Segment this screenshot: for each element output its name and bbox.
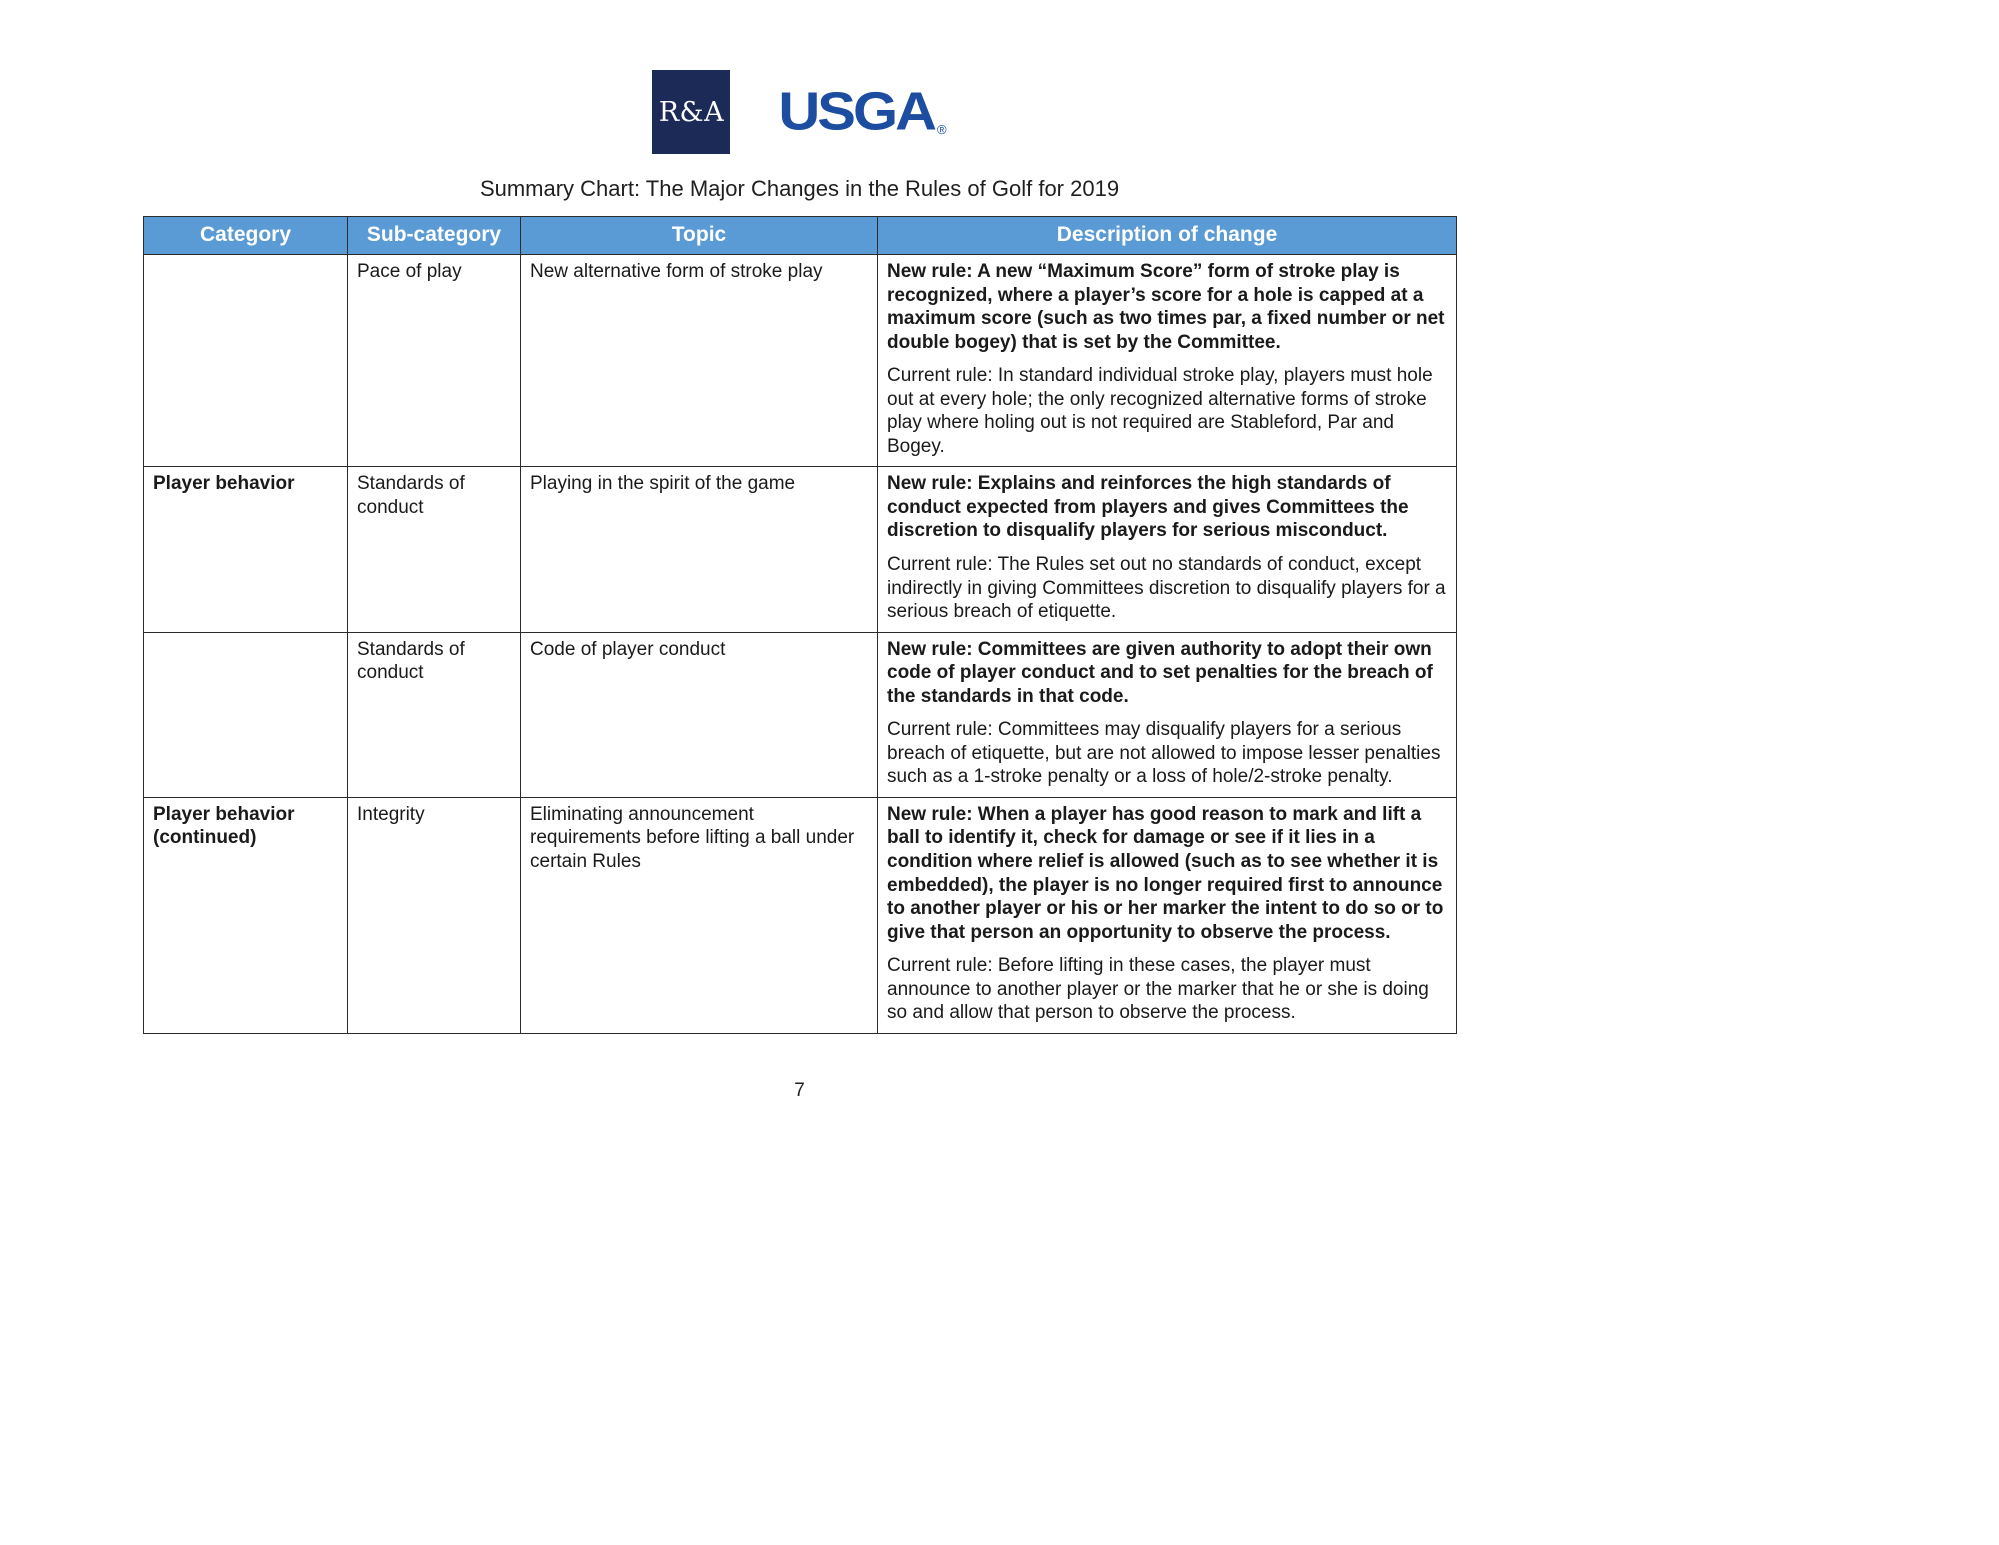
subcategory-cell: Standards of conduct: [348, 467, 521, 632]
column-header-category: Category: [144, 217, 348, 255]
description-cell: [878, 797, 1457, 1033]
topic-cell: Code of player conduct: [521, 632, 878, 797]
subcategory-cell: Pace of play: [348, 255, 521, 467]
subcategory-cell: Standards of conduct: [348, 632, 521, 797]
ra-logo-text: R&A: [658, 96, 725, 128]
current-rule-text: Current rule: In standard individual stroke play, players must hole out at every hole; the only recognized alternative forms of stroke play where holing out is not required are Stableford, Par and Bogey.: [887, 365, 1433, 457]
table-row: [144, 797, 1457, 1033]
column-header-topic: Topic: [521, 217, 878, 255]
registered-mark-icon: ®: [936, 122, 947, 137]
category-cell: [144, 632, 348, 797]
table-row: [144, 255, 1457, 467]
topic-cell: Eliminating announcement requirements before lifting a ball under certain Rules: [521, 797, 878, 1033]
category-cell: Player behavior: [144, 467, 348, 632]
page-number: 7: [794, 1079, 805, 1101]
ra-logo: [652, 70, 730, 154]
table-row: [144, 632, 1457, 797]
usga-logo: [778, 83, 946, 141]
column-header-description: Description of change: [878, 217, 1457, 255]
page-title: Summary Chart: The Major Changes in the Rules of Golf for 2019: [479, 176, 1120, 201]
description-cell: [878, 467, 1457, 632]
new-rule-text: New rule: Committees are given authority to adopt their own code of player conduct and to set penalties for the breach of the standards in that code.: [887, 638, 1433, 707]
category-cell: [144, 255, 348, 467]
current-rule-text: Current rule: Before lifting in these cases, the player must announce to another player or the marker that he or she is doing so and allow that person to observe the process.: [887, 955, 1429, 1024]
description-cell: [878, 632, 1457, 797]
table-row: [144, 467, 1457, 632]
table-header-row: [144, 217, 1457, 255]
summary-table: [143, 216, 1457, 1034]
topic-cell: Playing in the spirit of the game: [521, 467, 878, 632]
description-cell: [878, 255, 1457, 467]
new-rule-text: New rule: Explains and reinforces the high standards of conduct expected from players and gives Committees the discretion to disqualify players for serious misconduct.: [887, 473, 1409, 542]
logo-row: [143, 0, 1456, 154]
usga-logo-text: USGA: [778, 81, 934, 142]
topic-cell: New alternative form of stroke play: [521, 255, 878, 467]
column-header-subcategory: Sub-category: [348, 217, 521, 255]
page-content: [143, 0, 1456, 1102]
new-rule-text: New rule: A new “Maximum Score” form of stroke play is recognized, where a player’s score for a hole is capped at a maximum score (such as two times par, a fixed number or net double bogey) that is set by the Committee.: [887, 261, 1445, 353]
new-rule-text: New rule: When a player has good reason to mark and lift a ball to identify it, check for damage or see if it lies in a condition where relief is allowed (such as to see whether it is embedded), the player is no longer required first to announce to another player or his or her marker the intent to do so or to give that person an opportunity to observe the process.: [887, 803, 1444, 943]
current-rule-text: Current rule: The Rules set out no standards of conduct, except indirectly in giving Committees discretion to disqualify players for a serious breach of etiquette.: [887, 554, 1446, 623]
subcategory-cell: Integrity: [348, 797, 521, 1033]
current-rule-text: Current rule: Committees may disqualify players for a serious breach of etiquette, but are not allowed to impose lesser penalties such as a 1-stroke penalty or a loss of hole/2-stroke penalty.: [887, 719, 1441, 788]
category-cell: Player behavior (continued): [144, 797, 348, 1033]
